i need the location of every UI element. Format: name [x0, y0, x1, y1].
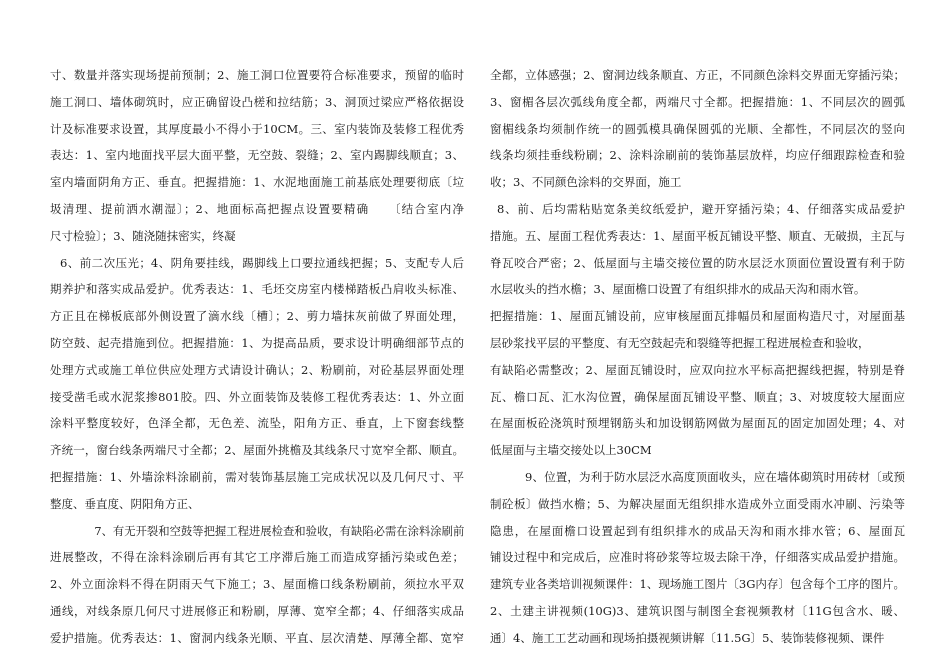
text-line: 期养护和落实成品爱护。优秀表达：1、毛坯交房室内楼梯踏板凸肩收头标准、: [50, 282, 464, 297]
text-line: 有缺陷必需整改；2、屋面瓦铺设时，应双向拉水平标高把握线把握，特别是脊: [490, 362, 905, 377]
text-line: 圾清理、提前洒水潮湿〕；2、地面标高把握点设置要精确 〔结合室内净: [50, 201, 464, 216]
text-line: 窗楣线条均须制作统一的圆弧模具确保圆弧的光顺、全都性，不同层次的竖向: [490, 121, 905, 136]
text-line: 计及标准要求设置，其厚度最小不得小于10CM。三、室内装饰及装修工程优秀: [50, 121, 464, 136]
text-line: 把握措施：1、外墙涂料涂刷前，需对装饰基层施工完成状况以及几何尺寸、平: [50, 469, 464, 484]
text-line: 7、有无开裂和空鼓等把握工程进展检查和验收，有缺陷必需在涂料涂刷前: [94, 523, 465, 538]
text-line: 方正且在梯板底部外侧设置了滴水线〔槽〕；2、剪力墙抹灰前做了界面处理，: [50, 309, 464, 324]
text-line: 脊瓦咬合严密；2、低屋面与主墙交接位置的防水层泛水顶面位置设置有利于防: [490, 255, 905, 270]
text-line: 表达：1、室内地面找平层大面平整，无空鼓、裂缝；2、室内踢脚线顺直；3、: [50, 148, 464, 163]
text-line: 线条均须挂垂线粉刷；2、涂料涂刷前的装饰基层放样，均应仔细跟踪检查和验: [490, 148, 905, 163]
text-line: 制砼板〕做挡水檐；5、为解决屋面无组织排水造成外立面受雨水冲刷、污染等: [490, 496, 905, 511]
text-line: 在屋面板砼浇筑时预埋钢筋头和加设钢筋网做为屋面瓦的固定加固处理；4、对: [490, 416, 905, 431]
text-line: 建筑专业各类培训视频课件：1、现场施工图片〔3G内存〕包含每个工序的图片。: [490, 577, 905, 592]
left-text-column: [50, 62, 464, 652]
text-line: 8、前、后均需粘贴宽条美纹纸爱护，避开穿插污染；4、仔细落实成品爱护: [497, 201, 905, 216]
text-line: 瓦、檐口瓦、汇水沟位置，确保屋面瓦铺设平整、顺直；3、对坡度较大屋面应: [490, 389, 905, 404]
text-line: 收；3、不同颜色涂料的交界面，施工: [490, 175, 682, 190]
text-line: 整度、垂直度、阴阳角方正、: [50, 496, 200, 511]
text-line: 室内墙面阴角方正、垂直。把握措施：1、水泥地面施工前基底处理要彻底〔垃: [50, 175, 464, 190]
text-line: 隐患，在屋面檐口设置起到有组织排水的成品天沟和雨水排水管；6、屋面瓦: [490, 523, 905, 538]
text-line: 水层收头的挡水檐；3、屋面檐口设置了有组织排水的成品天沟和雨水管。: [490, 282, 866, 297]
text-line: 铺设过程中和完成后，应准时将砂浆等垃圾去除干净，仔细落实成品爱护措施。: [490, 550, 905, 565]
text-line: 接受凿毛或水泥浆掺801胶。四、外立面装饰及装修工程优秀表达：1、外立面: [50, 389, 464, 404]
text-line: 低屋面与主墙交接处以上30CM: [490, 443, 652, 458]
text-line: 通〕4、施工工艺动画和现场拍摄视频讲解〔11.5G〕5、装饰装修视频、课件: [490, 630, 885, 645]
text-line: 处理方式或施工单位供应处理方式请设计确认；2、粉刷前，对砼基层界面处理: [50, 362, 464, 377]
text-line: 措施。五、屋面工程优秀表达：1、屋面平板瓦铺设平整、顺直、无破损，主瓦与: [490, 228, 905, 243]
text-line: 把握措施：1、屋面瓦铺设前，应审核屋面瓦排幅员和屋面构造尺寸，对屋面基: [490, 309, 905, 324]
text-line: 尺寸检验〕；3、随浇随抹密实，终凝: [50, 228, 236, 243]
text-line: 通线，对线条原几何尺寸进展修正和粉刷，厚薄、宽窄全都；4、仔细落实成品: [50, 603, 464, 618]
text-line: 施工洞口、墙体砌筑时，应正确留设凸槎和拉结筋；3、洞顶过梁应严格依据设: [50, 94, 464, 109]
text-line: 进展整改，不得在涂料涂刷后再有其它工序滞后施工而造成穿插污染或色差；: [50, 550, 464, 565]
text-line: 2、土建主讲视频(10G)3、建筑识图与制图全套视频教材〔11G包含水、暖、: [490, 603, 905, 618]
right-text-column: [490, 62, 905, 652]
text-line: 齐统一，窗台线条两端尺寸全都；2、屋面外挑檐及其线条尺寸宽窄全都、顺直。: [50, 443, 464, 458]
text-line: 涂料平整度较好，色泽全都，无色差、流坠，阳角方正、垂直，上下窗套线整: [50, 416, 464, 431]
text-line: 层砂浆找平层的平整度、有无空鼓起壳和裂缝等把握工程进展检查和验收，: [490, 335, 870, 350]
text-line: 3、窗楣各层次弧线角度全都，两端尺寸全都。把握措施：1、不同层次的圆弧: [490, 94, 905, 109]
text-line: 6、前二次压光；4、阴角要挂线，踢脚线上口要拉通线把握；5、支配专人后: [60, 255, 464, 270]
text-line: 寸、数量并落实现场提前预制；2、施工洞口位置要符合标准要求，预留的临时: [50, 68, 464, 82]
text-line: 2、外立面涂料不得在阴雨天气下施工；3、屋面檐口线条粉刷前，须拉水平双: [50, 577, 464, 592]
text-line: 9、位置，为利于防水层泛水高度顶面收头，应在墙体砌筑时用砖材〔或预: [525, 469, 905, 484]
text-line: 防空鼓、起壳措施到位。把握措施：1、为提高品质，要求设计明确细部节点的: [50, 335, 464, 350]
text-line: 全都，立体感强；2、窗洞边线条顺直、方正，不同颜色涂料交界面无穿插污染；: [490, 68, 905, 82]
text-line: 爱护措施。优秀表达：1、窗洞内线条光顺、平直、层次清楚、厚薄全都、宽窄: [50, 630, 464, 645]
